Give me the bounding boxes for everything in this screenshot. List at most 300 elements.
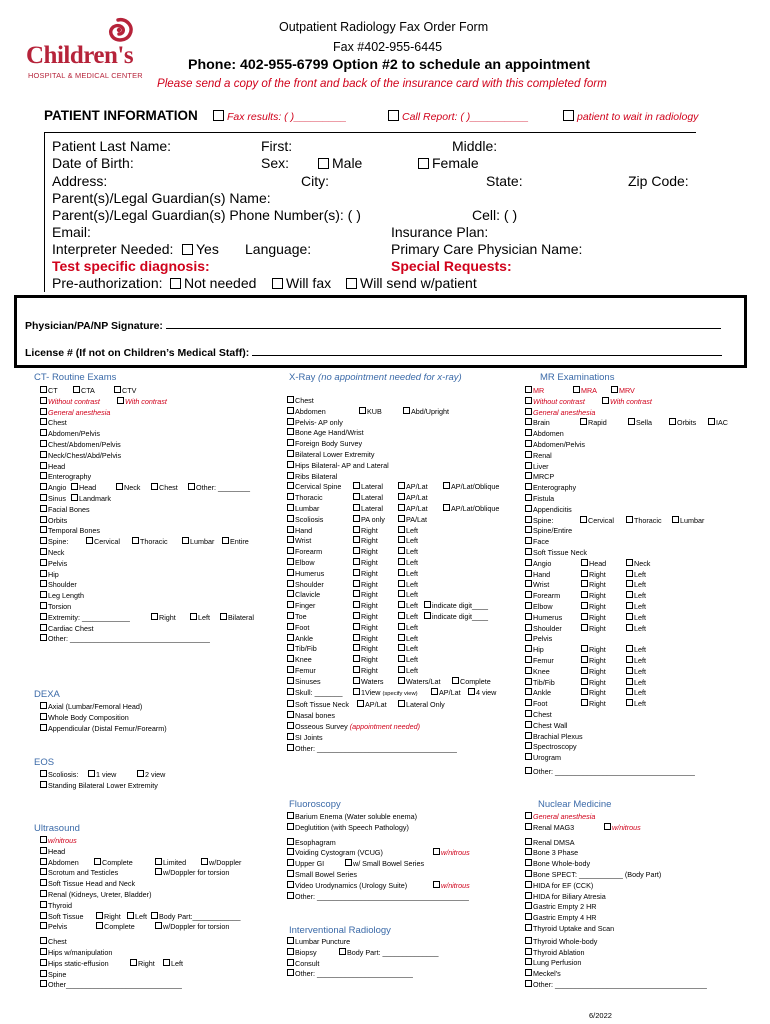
fl-upper-gi-small-bowel[interactable]: w/ Small Bowel Series	[345, 859, 424, 870]
nm-other[interactable]: Other: ______________________________________	[525, 980, 765, 991]
email-field[interactable]: Email:	[52, 224, 91, 240]
mr-limb-left[interactable]: Left	[626, 688, 646, 699]
mr-chest[interactable]: Chest	[525, 710, 765, 721]
us-soft-right[interactable]: Right	[96, 912, 121, 923]
guardian-phone-field[interactable]: Parent(s)/Legal Guardian(s) Phone Number(s): ( )	[52, 207, 361, 223]
eos-two-view[interactable]: 2 view	[137, 770, 165, 781]
ir-consult[interactable]: Consult	[287, 959, 522, 970]
xr-indicate-digit[interactable]: indicate digit____	[424, 601, 488, 612]
us-hips-left[interactable]: Left	[163, 959, 183, 970]
fl-item[interactable]: Barium Enema (Water soluble enema)	[287, 812, 522, 823]
ct-anesthesia[interactable]: General anesthesia	[40, 408, 275, 419]
us-scrotum-doppler[interactable]: w/Doppler for torsion	[155, 868, 229, 879]
language-field[interactable]: Language:	[245, 241, 312, 257]
mr-limb-right[interactable]: Right	[581, 580, 606, 591]
mr-limb-name[interactable]: Ankle	[525, 688, 551, 697]
fax-results-option[interactable]: Fax results: ( )_________	[213, 110, 347, 123]
mr-limb-right[interactable]: Right	[581, 645, 606, 656]
xr-spine-b[interactable]: AP/Lat	[398, 504, 428, 515]
mr-other[interactable]: Other: ___________________________________	[525, 767, 765, 778]
fl-item[interactable]: Esophagram	[287, 838, 522, 849]
ct-item[interactable]: Orbits	[40, 516, 275, 527]
xr-waters[interactable]: Waters	[353, 677, 384, 688]
xr-limb-name[interactable]: Elbow	[287, 558, 315, 567]
ct-item[interactable]: Pelvis	[40, 559, 275, 570]
ct-item[interactable]: Hip	[40, 570, 275, 581]
ct-angio-head[interactable]: Head	[71, 483, 96, 494]
mr-with-contrast[interactable]: With contrast	[602, 397, 652, 408]
mr-limb-rows-lower	[525, 645, 765, 710]
nm-item[interactable]: Thyroid Ablation	[525, 948, 765, 959]
xr-limb-right[interactable]: Right	[353, 569, 378, 580]
xr-limb-name[interactable]: Humerus	[287, 569, 324, 578]
xr-skull-aplat[interactable]: AP/Lat	[431, 688, 461, 699]
mrv-option[interactable]: MRV	[611, 386, 635, 397]
mr-limb-right[interactable]: Right	[581, 699, 606, 710]
nm-item[interactable]: HIDA for EF (CCK)	[525, 881, 765, 892]
mr-limb-name[interactable]: Wrist	[525, 580, 549, 589]
xr-spine-a[interactable]: PA only	[353, 515, 385, 526]
us-head[interactable]: Head	[40, 847, 280, 858]
mr-spine-thoracic[interactable]: Thoracic	[626, 516, 662, 527]
mra-option[interactable]: MRA	[573, 386, 597, 397]
xr-limb-right[interactable]: Right	[353, 612, 378, 623]
call-report-checkbox[interactable]	[388, 110, 399, 121]
ct-spine-entire[interactable]: Entire	[222, 537, 249, 548]
mr-pelvis[interactable]: Pelvis	[525, 634, 765, 645]
mr-without-contrast[interactable]: Without contrast	[525, 397, 585, 406]
mr-limb-left[interactable]: Left	[626, 591, 646, 602]
mr-orbits[interactable]: Orbits	[669, 418, 696, 429]
nm-item[interactable]: Gastric Empty 2 HR	[525, 902, 765, 913]
ir-lumbar[interactable]: Lumbar Puncture	[287, 937, 522, 948]
xr-limb-name[interactable]: Hand	[287, 526, 312, 535]
xr-abdomen[interactable]: Abdomen	[287, 407, 326, 416]
us-soft-body-part[interactable]: Body Part:____________	[151, 912, 241, 923]
mr-limb-right[interactable]: Right	[581, 602, 606, 613]
nm-anesthesia[interactable]: General anesthesia	[525, 812, 765, 823]
mr-item[interactable]: Liver	[525, 462, 765, 473]
xr-limb-right[interactable]: Right	[353, 655, 378, 666]
xr-spine-name[interactable]: Cervical Spine	[287, 482, 341, 491]
wait-option[interactable]: patient to wait in radiology	[563, 110, 698, 123]
mr-item[interactable]: Renal	[525, 451, 765, 462]
xr-soft-aplat[interactable]: AP/Lat	[357, 700, 387, 711]
ct-item[interactable]: Enterography	[40, 472, 275, 483]
dexa-item[interactable]: Appendicular (Distal Femur/Forearm)	[40, 724, 275, 735]
xr-si[interactable]: SI Joints	[287, 733, 522, 744]
xr-limb-name[interactable]: Ankle	[287, 634, 313, 643]
us-chest[interactable]: Chest	[40, 937, 280, 948]
xr-limb-name[interactable]: Foot	[287, 623, 309, 632]
xr-limb-name[interactable]: Shoulder	[287, 580, 324, 589]
us-pelvis-doppler[interactable]: w/Doppler for torsion	[155, 922, 229, 933]
xr-foreign[interactable]: Foreign Body Survey	[287, 439, 522, 450]
mr-limb-right[interactable]: Right	[581, 656, 606, 667]
ct-item[interactable]: Neck	[40, 548, 275, 559]
us-soft-left[interactable]: Left	[127, 912, 147, 923]
xr-pelvis[interactable]: Pelvis- AP only	[287, 418, 522, 429]
mr-limb-left[interactable]: Left	[626, 699, 646, 710]
xr-limb-left[interactable]: Left	[398, 666, 418, 677]
xr-limb-left[interactable]: Left	[398, 612, 418, 623]
us-abdomen-doppler[interactable]: w/Doppler	[201, 858, 241, 869]
xr-nasal[interactable]: Nasal bones	[287, 711, 522, 722]
xr-waters-lat[interactable]: Waters/Lat	[398, 677, 440, 688]
nm-item[interactable]: Renal DMSA	[525, 838, 765, 849]
mr-limb-right[interactable]: Right	[581, 613, 606, 624]
ct-extremity-left[interactable]: Left	[190, 613, 210, 624]
mr-limb-left[interactable]: Left	[626, 667, 646, 678]
xr-limb-name[interactable]: Clavicle	[287, 590, 320, 599]
us-thyroid[interactable]: Thyroid	[40, 901, 280, 912]
ir-body-part[interactable]: Body Part: ______________	[339, 948, 439, 959]
xr-skull-row	[287, 688, 522, 699]
mr-limb-name[interactable]: Femur	[525, 656, 554, 665]
mr-limb-left[interactable]: Left	[626, 613, 646, 624]
nm-item[interactable]: Thyroid Uptake and Scan	[525, 924, 765, 935]
first-name-field[interactable]: First:	[261, 138, 293, 154]
mr-limb-left[interactable]: Left	[626, 678, 646, 689]
ct-without-contrast[interactable]: Without contrast	[40, 397, 100, 406]
eos-scoliosis[interactable]: Scoliosis:	[40, 770, 78, 779]
ir-other[interactable]: Other: ________________________	[287, 969, 522, 980]
us-hips-static[interactable]: Hips static-effusion	[40, 959, 109, 968]
address-field[interactable]: Address:	[52, 173, 108, 189]
us-scrotum[interactable]: Scrotum and Testicles	[40, 868, 118, 877]
ct-item[interactable]: Torsion	[40, 602, 275, 613]
ct-landmark[interactable]: Landmark	[71, 494, 111, 505]
nm-item[interactable]: Lung Perfusion	[525, 958, 765, 969]
mr-limb-right[interactable]: Right	[581, 678, 606, 689]
mr-item[interactable]: MRCP	[525, 472, 765, 483]
us-spine[interactable]: Spine	[40, 970, 280, 981]
us-pelvis[interactable]: Pelvis	[40, 922, 67, 931]
xr-limb-right[interactable]: Right	[353, 558, 378, 569]
xr-limb-name[interactable]: Forearm	[287, 547, 322, 556]
mr-item[interactable]: Enterography	[525, 483, 765, 494]
xr-abd-upright[interactable]: Abd/Upright	[403, 407, 449, 418]
interpreter-yes-option[interactable]: Yes	[182, 241, 219, 258]
us-soft-head[interactable]: Soft Tissue Head and Neck	[40, 879, 280, 890]
nm-bone-spect[interactable]: Bone SPECT: ___________ (Body Part)	[525, 870, 765, 881]
xr-spine-c[interactable]: AP/Lat/Oblique	[443, 482, 499, 493]
nm-item[interactable]: Bone Whole-body	[525, 859, 765, 870]
mr-contrast-row	[525, 397, 765, 408]
xr-kub[interactable]: KUB	[359, 407, 382, 418]
mr-item[interactable]: Fistula	[525, 494, 765, 505]
us-other[interactable]: Other_____________________________	[40, 980, 280, 991]
nm-item[interactable]: Meckel's	[525, 969, 765, 980]
nm-mag3-nitrous[interactable]: w/nitrous	[604, 823, 641, 834]
xr-soft-lateral[interactable]: Lateral Only	[398, 700, 445, 711]
special-requests-field[interactable]: Special Requests:	[391, 258, 512, 274]
xr-spine-a[interactable]: Lateral	[353, 504, 383, 515]
xr-soft-neck[interactable]: Soft Tissue Neck	[287, 700, 349, 709]
mr-limb-left[interactable]: Left	[626, 602, 646, 613]
female-option[interactable]: Female	[418, 155, 479, 172]
cell-field[interactable]: Cell: ( )	[472, 207, 518, 223]
us-soft-tissue[interactable]: Soft Tissue	[40, 912, 84, 921]
mr-limb-name[interactable]: Shoulder	[525, 624, 562, 633]
ct-spine[interactable]: Spine:	[40, 537, 68, 546]
xr-limb-right[interactable]: Right	[353, 601, 378, 612]
dexa-item[interactable]: Axial (Lumbar/Femoral Head)	[40, 702, 275, 713]
xr-limb-right[interactable]: Right	[353, 644, 378, 655]
ct-item[interactable]: Abdomen/Pelvis	[40, 429, 275, 440]
nm-mag3[interactable]: Renal MAG3	[525, 823, 574, 832]
mr-angio-neck[interactable]: Neck	[626, 559, 650, 570]
fl-vcug-nitrous[interactable]: w/nitrous	[433, 848, 470, 859]
xr-limb-right[interactable]: Right	[353, 634, 378, 645]
mr-iac[interactable]: IAC	[708, 418, 728, 429]
xr-hips-bilat[interactable]: Hips Bilateral- AP and Lateral	[287, 461, 522, 472]
mr-limb-left[interactable]: Left	[626, 656, 646, 667]
ct-item[interactable]: Cardiac Chest	[40, 624, 275, 635]
ct-extremity-bilateral[interactable]: Bilateral	[220, 613, 254, 624]
xr-limb-name[interactable]: Finger	[287, 601, 315, 610]
mr-limb-name[interactable]: Foot	[525, 699, 547, 708]
xr-limb-name[interactable]: Tib/Fib	[287, 644, 317, 653]
xr-ribs[interactable]: Ribs Bilateral	[287, 472, 522, 483]
us-abdomen[interactable]: Abdomen	[40, 858, 79, 867]
fl-upper-gi[interactable]: Upper GI	[287, 859, 324, 868]
xr-chest[interactable]: Chest	[287, 396, 522, 407]
last-name-field[interactable]: Patient Last Name:	[52, 138, 172, 154]
mr-chest-wall[interactable]: Chest Wall	[525, 721, 765, 732]
us-abdomen-complete[interactable]: Complete	[94, 858, 133, 869]
xr-spine-b[interactable]: PA/Lat	[398, 515, 427, 526]
mr-sella[interactable]: Sella	[628, 418, 652, 429]
xr-bilat-lower[interactable]: Bilateral Lower Extremity	[287, 450, 522, 461]
state-field[interactable]: State:	[486, 173, 523, 189]
mr-item[interactable]: Abdomen/Pelvis	[525, 440, 765, 451]
nm-item[interactable]: HIDA for Biliary Atresia	[525, 892, 765, 903]
nm-item[interactable]: Gastric Empty 4 HR	[525, 913, 765, 924]
mr-brachial[interactable]: Brachial Plexus	[525, 732, 765, 743]
xr-spine-c[interactable]: AP/Lat/Oblique	[443, 504, 499, 515]
fl-small-bowel[interactable]: Small Bowel Series	[287, 870, 522, 881]
xr-spine-name[interactable]: Thoracic	[287, 493, 323, 502]
us-renal[interactable]: Renal (Kidneys, Ureter, Bladder)	[40, 890, 280, 901]
will-fax-option[interactable]: Will fax	[272, 275, 331, 292]
mr-urogram[interactable]: Urogram	[525, 753, 765, 764]
fl-vcug[interactable]: Voiding Cystogram (VCUG)	[287, 848, 383, 857]
mr-limb-row	[525, 688, 765, 699]
ct-angio[interactable]: Angio	[40, 483, 66, 492]
mr-limb-right[interactable]: Right	[581, 570, 606, 581]
xr-limb-right[interactable]: Right	[353, 623, 378, 634]
mr-angio-head[interactable]: Head	[581, 559, 606, 570]
xr-indicate-digit[interactable]: indicate digit____	[424, 612, 488, 623]
mr-angio[interactable]: Angio	[525, 559, 551, 568]
ct-angio-other[interactable]: Other: ________	[188, 483, 250, 494]
mr-limb-row	[525, 656, 765, 667]
xr-other[interactable]: Other: ___________________________________	[287, 744, 522, 755]
us-pelvis-complete[interactable]: Complete	[96, 922, 135, 933]
ct-item[interactable]: Chest/Abdomen/Pelvis	[40, 440, 275, 451]
xr-limb-right[interactable]: Right	[353, 590, 378, 601]
mr-limb-name[interactable]: Hip	[525, 645, 544, 654]
eos-one-view[interactable]: 1 view	[88, 770, 116, 781]
xr-spine-b[interactable]: AP/Lat	[398, 493, 428, 504]
mr-anesthesia[interactable]: General anesthesia	[525, 408, 765, 419]
ct-spine-thoracic[interactable]: Thoracic	[132, 537, 168, 548]
xr-limb-left[interactable]: Left	[398, 558, 418, 569]
diagnosis-field[interactable]: Test specific diagnosis:	[52, 258, 210, 274]
ct-angio-neck[interactable]: Neck	[116, 483, 140, 494]
mr-limb-left[interactable]: Left	[626, 580, 646, 591]
xr-limb-left[interactable]: Left	[398, 601, 418, 612]
mr-spine-cervical[interactable]: Cervical	[580, 516, 614, 527]
not-needed-option[interactable]: Not needed	[170, 275, 256, 292]
xr-limb-name[interactable]: Femur	[287, 666, 316, 675]
nm-item[interactable]: Thyroid Whole-body	[525, 937, 765, 948]
xr-limb-right[interactable]: Right	[353, 666, 378, 677]
dexa-item[interactable]: Whole Body Composition	[40, 713, 275, 724]
ct-other[interactable]: Other: ___________________________________	[40, 634, 275, 645]
nm-item[interactable]: Bone 3 Phase	[525, 848, 765, 859]
zip-field[interactable]: Zip Code:	[628, 173, 689, 189]
license-field[interactable]: License # (If not on Children’s Medical Staff):	[25, 346, 722, 359]
ct-item[interactable]: Shoulder	[40, 580, 275, 591]
patient-info-frame	[44, 132, 696, 292]
ct-item[interactable]: Facial Bones	[40, 505, 275, 516]
us-nitrous[interactable]: w/nitrous	[40, 836, 280, 847]
mr-limb-name[interactable]: Knee	[525, 667, 550, 676]
xr-limb-right[interactable]: Right	[353, 547, 378, 558]
xr-osseous[interactable]: Osseous Survey (appointment needed)	[287, 722, 522, 733]
mr-spine[interactable]: Spine:	[525, 516, 553, 525]
mr-item[interactable]: Abdomen	[525, 429, 765, 440]
xr-skull-4view[interactable]: 4 view	[468, 688, 496, 699]
mr-spine-entire[interactable]: Spine/Entire	[525, 526, 765, 537]
mr-limb-right[interactable]: Right	[581, 688, 606, 699]
insurance-field[interactable]: Insurance Plan:	[391, 224, 489, 240]
xr-limb-right[interactable]: Right	[353, 536, 378, 547]
xr-sinuses[interactable]: Sinuses	[287, 677, 321, 686]
male-option[interactable]: Male	[318, 155, 362, 172]
mr-limb-name[interactable]: Humerus	[525, 613, 562, 622]
ultrasound-heading: Ultrasound	[34, 823, 80, 834]
mr-limb-right[interactable]: Right	[581, 667, 606, 678]
mr-limb-left[interactable]: Left	[626, 570, 646, 581]
xr-limb-left[interactable]: Left	[398, 590, 418, 601]
mr-soft-neck[interactable]: Soft Tissue Neck	[525, 548, 765, 559]
mr-rapid[interactable]: Rapid	[580, 418, 607, 429]
xr-limb-left[interactable]: Left	[398, 569, 418, 580]
dob-field[interactable]: Date of Birth:	[52, 155, 134, 171]
xr-limb-left[interactable]: Left	[398, 655, 418, 666]
xr-limb-right[interactable]: Right	[353, 580, 378, 591]
ct-extremity[interactable]: Extremity: ____________	[40, 613, 130, 622]
call-report-option[interactable]: Call Report: ( )__________	[388, 110, 529, 123]
mr-limb-name[interactable]: Forearm	[525, 591, 560, 600]
xr-sinus-complete[interactable]: Complete	[452, 677, 491, 688]
ct-item[interactable]: Leg Length	[40, 591, 275, 602]
mr-limb-right[interactable]: Right	[581, 591, 606, 602]
middle-name-field[interactable]: Middle:	[452, 138, 498, 154]
eos-standing[interactable]: Standing Bilateral Lower Extremity	[40, 781, 275, 792]
ct-with-contrast[interactable]: With contrast	[117, 397, 167, 408]
mr-limb-left[interactable]: Left	[626, 645, 646, 656]
pcp-field[interactable]: Primary Care Physician Name:	[391, 241, 583, 257]
mr-limb-right[interactable]: Right	[581, 624, 606, 635]
us-hips-right[interactable]: Right	[130, 959, 155, 970]
ct-extremity-right[interactable]: Right	[151, 613, 176, 624]
ct-spine-lumbar[interactable]: Lumbar	[182, 537, 214, 548]
fluoroscopy-heading: Fluoroscopy	[289, 799, 341, 810]
xr-limb-right[interactable]: Right	[353, 526, 378, 537]
fl-video-nitrous[interactable]: w/nitrous	[433, 881, 470, 892]
guardian-name-field[interactable]: Parent(s)/Legal Guardian(s) Name:	[52, 190, 271, 206]
xr-limb-left[interactable]: Left	[398, 623, 418, 634]
xr-spine-name[interactable]: Lumbar	[287, 504, 319, 513]
ct-item[interactable]: Neck/Chest/Abd/Pelvis	[40, 451, 275, 462]
ct-sinus[interactable]: Sinus	[40, 494, 66, 503]
fl-other[interactable]: Other: ______________________________________	[287, 892, 522, 903]
xr-limb-name[interactable]: Knee	[287, 655, 312, 664]
xr-limb-left[interactable]: Left	[398, 644, 418, 655]
xr-limb-left[interactable]: Left	[398, 547, 418, 558]
xr-limb-left[interactable]: Left	[398, 580, 418, 591]
xr-skull-1view[interactable]: 1View (specify view)	[353, 688, 418, 700]
ctv-option[interactable]: CTV	[114, 386, 136, 397]
mr-limb-row	[525, 602, 765, 613]
xr-skull[interactable]: Skull: _______	[287, 688, 343, 697]
xr-spine-a[interactable]: Lateral	[353, 493, 383, 504]
xr-limb-left[interactable]: Left	[398, 526, 418, 537]
fl-item[interactable]: Deglutition (with Speech Pathology)	[287, 823, 522, 834]
xr-limb-row	[287, 655, 522, 666]
xr-limb-left[interactable]: Left	[398, 536, 418, 547]
ir-biopsy[interactable]: Biopsy	[287, 948, 317, 957]
xr-limb-left[interactable]: Left	[398, 634, 418, 645]
mr-spectroscopy[interactable]: Spectroscopy	[525, 742, 765, 753]
xr-limb-name[interactable]: Wrist	[287, 536, 311, 545]
ct-item[interactable]: Chest	[40, 418, 275, 429]
will-send-option[interactable]: Will send w/patient	[346, 275, 477, 292]
mr-spine-lumbar[interactable]: Lumbar	[672, 516, 704, 527]
mr-item[interactable]: Appendicitis	[525, 505, 765, 516]
xr-limb-name[interactable]: Toe	[287, 612, 307, 621]
cta-option[interactable]: CTA	[73, 386, 95, 397]
physician-signature-field[interactable]: Physician/PA/NP Signature:	[25, 319, 721, 332]
us-hips[interactable]: Hips w/manipulation	[40, 948, 280, 959]
mr-limb-left[interactable]: Left	[626, 624, 646, 635]
xr-spine-a[interactable]: Lateral	[353, 482, 383, 493]
ct-spine-cervical[interactable]: Cervical	[86, 537, 120, 548]
us-abdomen-limited[interactable]: Limited	[155, 858, 186, 869]
xr-spine-b[interactable]: AP/Lat	[398, 482, 428, 493]
xr-spine-name[interactable]: Scoliosis	[287, 515, 323, 524]
city-field[interactable]: City:	[301, 173, 329, 189]
mr-limb-name[interactable]: Hand	[525, 570, 550, 579]
mr-option[interactable]: MR	[525, 386, 544, 395]
mr-limb-name[interactable]: Tib/Fib	[525, 678, 555, 687]
ct-item[interactable]: Temporal Bones	[40, 526, 275, 537]
wait-checkbox[interactable]	[563, 110, 574, 121]
ct-option[interactable]: CT	[40, 386, 58, 395]
fl-video[interactable]: Video Urodynamics (Urology Suite)	[287, 881, 407, 890]
ct-angio-chest[interactable]: Chest	[151, 483, 178, 494]
fax-results-checkbox[interactable]	[213, 110, 224, 121]
ct-item[interactable]: Head	[40, 462, 275, 473]
mr-brain[interactable]: Brain	[525, 418, 550, 427]
mr-limb-name[interactable]: Elbow	[525, 602, 553, 611]
xr-bone-age[interactable]: Bone Age Hand/Wrist	[287, 428, 522, 439]
mr-face[interactable]: Face	[525, 537, 765, 548]
